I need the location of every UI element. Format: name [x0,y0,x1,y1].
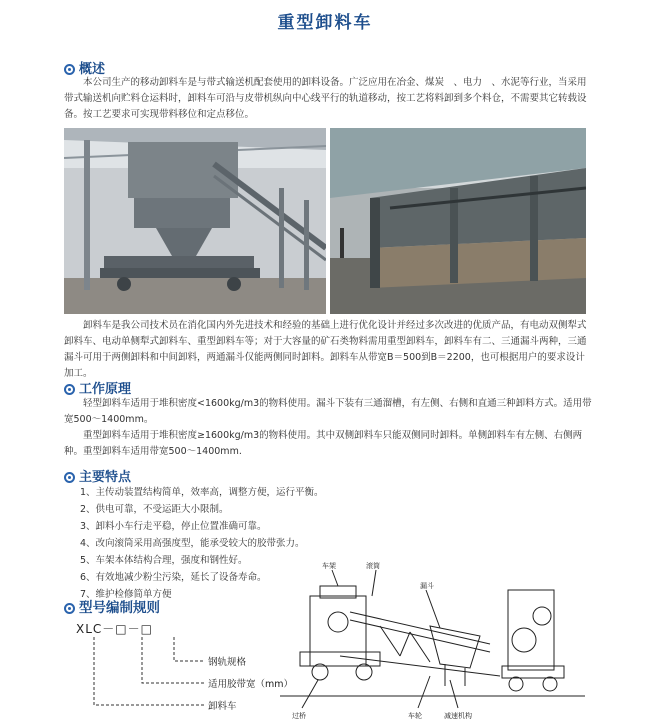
bullet-ring-icon [64,603,75,614]
section-heading-features: 主要特点 [64,466,131,485]
model-label-rail: 钢轨规格 [208,657,247,668]
drawing-label-reducer: 减速机构 [444,712,472,720]
list-item: 4、改向滚筒采用高强度型，能承受较大的胶带张力。 [80,538,305,549]
list-item: 1、主传动装置结构简单，效率高，调整方便，运行平衡。 [80,487,324,498]
drawing-label-wheel: 车轮 [408,712,422,720]
section-heading-model: 型号编制规则 [64,596,160,616]
bullet-ring-icon [64,64,75,75]
drawing-label-frame: 车架 [322,562,336,570]
photo-conveyor-gallery [330,128,586,314]
model-label-belt-width: 适用胶带宽（mm） [208,679,294,690]
bullet-ring-icon [64,472,75,483]
model-label-car: 卸料车 [208,701,237,712]
list-item: 2、供电可靠，不受运距大小限制。 [80,504,229,515]
model-code: XLC－□－□ [76,622,153,636]
list-item: 5、车架本体结构合理，强度和钢性好。 [80,555,248,566]
discharge-car-drawing [280,556,585,724]
section-heading-principle: 工作原理 [64,378,131,397]
overview-detail: 卸料车是我公司技术员在消化国内外先进技术和经验的基础上进行优化设计并经过多次改进的优质产品，有电动双侧犁式卸料车、电动单侧犁式卸料车、重型卸料车等；对于大容量的矿石类物料需用重型卸料车，卸料车有二、三通漏斗两种，三通漏斗可用于两侧卸料和中间卸料，两通漏斗仅能两侧同时卸料。卸料车从带宽B＝500到B＝2200，也可根据用户的要求设计加工。 [64,320,587,379]
drawing-label-hopper: 漏斗 [420,582,434,590]
technical-drawing [280,556,585,724]
photo-discharge-car-factory [64,128,326,314]
section-heading-overview: 概述 [64,58,105,77]
list-item: 6、有效地减少粉尘污染，延长了设备寿命。 [80,572,267,583]
conveyor-photo-illustration [330,128,586,314]
principle-text [64,396,594,460]
model-code-leader-lines [64,617,294,722]
drawing-label-bridge: 过桥 [292,712,306,720]
drawing-label-drum: 滚筒 [366,562,380,570]
factory-photo-illustration [64,128,326,314]
overview-intro: 本公司生产的移动卸料车是与带式输送机配套使用的卸料设备。广泛应用在冶金、煤炭 、电力 、水泥等行业，当采用带式输送机向贮料仓运料时，卸料车可沿与皮带机纵向中心线平行的轨道移动，按工艺将料卸到多个料仓，不需要其它转载设备。按工艺要求可实现带料移位和定点移位。 [64,77,587,120]
principle-heavy-car: 重型卸料车适用于堆积密度≥1600kg/m3的物料使用。其中双侧卸料车只能双侧同时卸料。单侧卸料车有左侧、右侧两种。重型卸料车适用带宽500～1400mm. [64,430,583,457]
principle-light-car: 轻型卸料车适用于堆积密度<1600kg/m3的物料使用。漏斗下装有三通溜槽，有左侧、右侧和直通三种卸料方式。适用带宽500～1400mm。 [64,398,592,425]
page-title: 重型卸料车 [277,13,373,33]
model-code-diagram [64,617,294,722]
list-item: 7、维护检修简单方便 [80,589,172,600]
bullet-ring-icon [64,384,75,395]
list-item: 3、卸料小车行走平稳，停止位置准确可靠。 [80,521,267,532]
